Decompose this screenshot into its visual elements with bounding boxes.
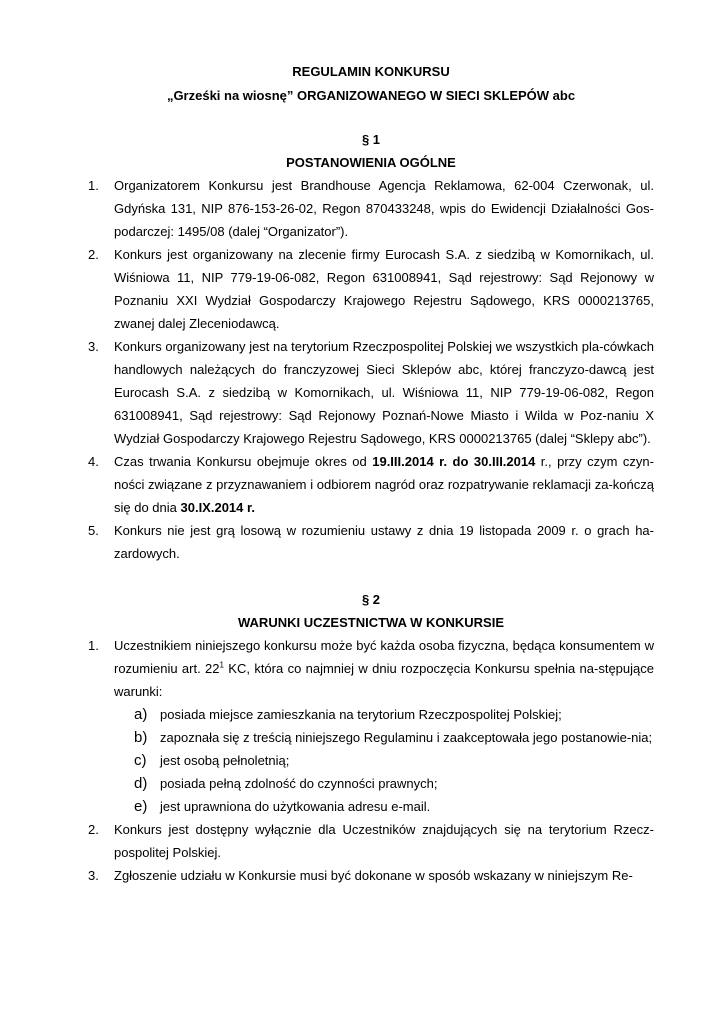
list-item xyxy=(88,634,654,818)
condition-letter: a) xyxy=(134,706,148,723)
contest-period: 19.III.2014 r. do 30.III.2014 xyxy=(372,454,536,469)
condition-item xyxy=(114,703,654,726)
condition-text: posiada pełną zdolność do czynności prawnych; xyxy=(160,776,438,791)
condition-text: jest osobą pełnoletnią; xyxy=(160,753,290,768)
closing-date: 30.IX.2014 r. xyxy=(180,500,255,515)
section-1-title: POSTANOWIENIA OGÓLNE xyxy=(286,155,456,170)
document-title: REGULAMIN KONKURSU xyxy=(292,64,450,79)
condition-letter: e) xyxy=(134,798,148,815)
section-spacer xyxy=(88,565,654,588)
list-item-number: 3. xyxy=(88,868,99,883)
condition-text: posiada miejsce zamieszkania na terytorium Rzeczpospolitej Polskiej; xyxy=(160,707,562,722)
conditions-list xyxy=(114,703,654,818)
superscript: 1 xyxy=(219,660,224,670)
document-page xyxy=(88,60,654,887)
condition-text: zapoznała się z treścią niniejszego Regulaminu i zaakceptowała jego postanowie-nia; xyxy=(160,730,653,745)
list-item-number: 5. xyxy=(88,523,99,538)
text-part: KC, która co najmniej w dniu rozpoczęcia Konkursu spełnia na-stępujące warunki: xyxy=(114,661,654,699)
text-part: Uczestnikiem niniejszego konkursu może być każda osoba fizyczna, będąca konsumentem w rozumieniu art. 22 xyxy=(114,638,654,676)
list-item xyxy=(88,243,654,335)
list-item-text: Konkurs jest organizowany na zlecenie firmy Eurocash S.A. z siedzibą w Komornikach, ul. Wiśniowa 11, NIP 779-19-06-082, Regon 631008941, Sąd rejestrowy: Sąd Rejonowy w Poznaniu XXI Wydział Gospodarczy Krajowego Rejestru Sądowego, KRS 0000213765, zwanej dalej Zleceniodawcą. xyxy=(114,247,654,331)
condition-letter: d) xyxy=(134,775,148,792)
list-item xyxy=(88,174,654,243)
section-2-list xyxy=(88,634,654,887)
list-item-number: 3. xyxy=(88,339,99,354)
condition-text: jest uprawniona do użytkowania adresu e-mail. xyxy=(160,799,431,814)
condition-item xyxy=(114,795,654,818)
section-2-title: WARUNKI UCZESTNICTWA W KONKURSIE xyxy=(237,615,504,630)
list-item-number: 1. xyxy=(88,638,99,653)
condition-item xyxy=(114,772,654,795)
text-part: r., przy czym czyn-ności związane z przyznawaniem i odbiorem nagród oraz rozpatrywanie reklamacji za-kończą się do dnia xyxy=(114,454,654,515)
list-item xyxy=(88,818,654,864)
list-item xyxy=(88,335,654,450)
section-2-number: § 2 xyxy=(361,592,381,607)
text-part: Czas trwania Konkursu obejmuje okres od xyxy=(114,454,373,469)
list-item-number: 2. xyxy=(88,247,99,262)
list-item-text: Konkurs jest dostępny wyłącznie dla Uczestników znajdujących się na terytorium Rzecz-pospolitej Polskiej. xyxy=(114,822,654,860)
section-1-list xyxy=(88,174,654,565)
list-item-text: Konkurs nie jest grą losową w rozumieniu ustawy z dnia 19 listopada 2009 r. o grach ha-zardowych. xyxy=(114,523,654,561)
section-1-number: § 1 xyxy=(361,132,381,147)
list-item-number: 2. xyxy=(88,822,99,837)
condition-letter: b) xyxy=(134,729,148,746)
list-item-number: 1. xyxy=(88,178,99,193)
list-item-text: Konkurs organizowany jest na terytorium Rzeczpospolitej Polskiej we wszystkich pla-cówkach handlowych należących do franczyzowej Sieci Sklepów abc, której franczyzo-dawcą jest Eurocash S.A. z siedzibą w Komornikach, ul. Wiśniowa 11, NIP 779-19-06-082, Regon 631008941, Sąd rejestrowy: Sąd Rejonowy Poznań-Nowe Miasto i Wilda w Poz-naniu X Wydział Gospodarczy Krajowego Rejestru Sądowego, KRS 0000213765 (dalej “Sklepy abc”). xyxy=(114,339,654,446)
list-item xyxy=(88,519,654,565)
condition-letter: c) xyxy=(134,752,147,769)
list-item-text: Zgłoszenie udziału w Konkursie musi być dokonane w sposób wskazany w niniejszym Re- xyxy=(114,868,633,883)
list-item-text: Organizatorem Konkursu jest Brandhouse Agencja Reklamowa, 62-004 Czerwonak, ul. Gdyńska 131, NIP 876-153-26-02, Regon 870433248, wpis do Ewidencji Działalności Gos-podarczej: 1495/08 (dalej “Organizator”). xyxy=(114,178,654,239)
list-item-number: 4. xyxy=(88,454,99,469)
condition-item xyxy=(114,749,654,772)
list-item xyxy=(88,864,654,887)
list-item xyxy=(88,450,654,519)
document-subtitle: „Grześki na wiosnę” ORGANIZOWANEGO W SIECI SKLEPÓW abc xyxy=(166,88,576,103)
list-item-text xyxy=(114,638,654,699)
condition-item xyxy=(114,726,654,749)
list-item-text xyxy=(114,454,654,515)
